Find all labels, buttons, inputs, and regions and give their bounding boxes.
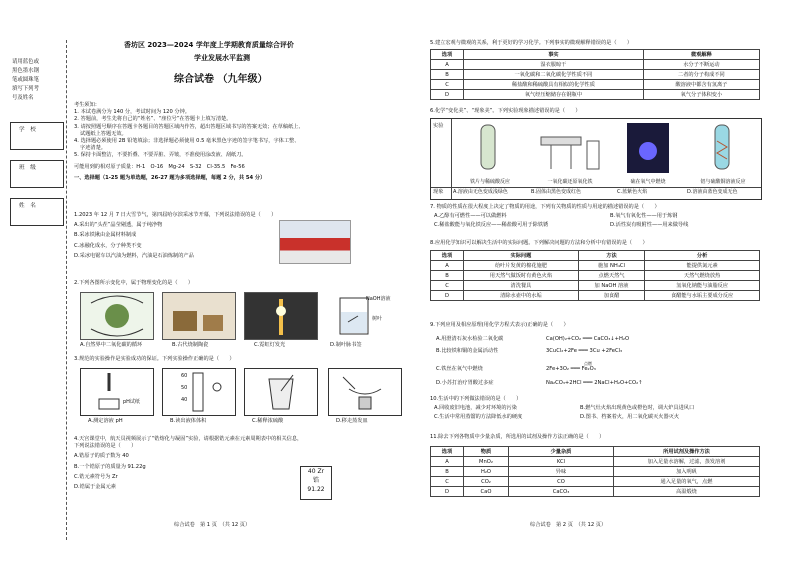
dropper-icon (81, 369, 153, 415)
question-7-stem: 7. 物质的性质在很大程度上决定了物质的用途，下列有关物质的性质与用途的描述错误的是（ ） (430, 204, 660, 210)
notice-line: 4. 选择题必须使用 2B 铅笔填涂；非选择题必须使用 0.5 毫米黑色字迹的签字笔书写，字体工整、 (74, 138, 300, 145)
table-cell: CO (509, 477, 614, 487)
table-cell: 氢氧化钠能与油脂反应 (645, 281, 760, 291)
table-cell: D (431, 90, 464, 100)
column-header: 选项 (431, 447, 464, 457)
evaporating-dish-image (328, 368, 402, 416)
question-6-stem: 6.化学“变化美”、“现象美”。下列实验现象描述错误的是（ ） (430, 108, 581, 114)
column-header: 实际问题 (464, 251, 579, 261)
table-cell: 给叶片发黄的棉花施肥 (464, 261, 579, 271)
question-1-option[interactable]: B.采冰铁锹由金属材料制成 (74, 232, 137, 239)
question-9-option[interactable]: A.用澄清石灰水检验二氧化碳 (436, 336, 504, 342)
burner-icon (329, 369, 401, 415)
class-field-label: 班 级 (19, 165, 36, 171)
question-2-labels (80, 342, 400, 350)
question-9-option[interactable]: B.比较铁和铜的金属活动性 (436, 348, 499, 354)
page-1-footer: 综合试卷 第 1 页 （共 12 页） (174, 522, 251, 528)
table-cell: D (431, 487, 464, 497)
table-cell: 一氧化碳和二氧化碳化学性质不同 (464, 70, 644, 80)
class-field[interactable] (10, 160, 64, 188)
header-title-2: 学业发展水平监测 (194, 54, 250, 62)
question-10-option[interactable]: D.图书、档案着火，用二氧化碳灭火器灭火 (580, 414, 680, 421)
question-3-images (80, 368, 400, 424)
column-header: 微观解释 (643, 50, 759, 60)
table-cell: C (431, 80, 464, 90)
ice-festival-photo (279, 220, 351, 264)
table-cell: 湿衣服晾干 (464, 60, 644, 70)
question-10-option[interactable]: C.生活中常用蒸馏的方法降低水的硬度 (434, 414, 523, 421)
question-1-option[interactable]: C.冰融化成水，分子种类不变 (74, 242, 142, 249)
notice-line: 2. 答题前，考生先将自己的“姓名”、“座位号”在答题卡上填写清楚。 (74, 116, 232, 123)
question-9-equation: Na₂CO₃+2HCl ═══ 2NaCl+H₂O+CO₂↑ (546, 380, 643, 386)
phenomenon-label: 现象 (433, 189, 444, 195)
question-5-table (430, 49, 760, 100)
leaf-label: 树叶 (372, 316, 383, 322)
question-9-stem: 9.下列应用及相应原理(用化学方程式表示)正确的是（ ） (430, 322, 569, 328)
table-row[interactable] (431, 90, 760, 100)
question-10 (430, 396, 760, 423)
question-4-option[interactable]: A.锆原子的质子数为 40 (74, 453, 129, 460)
table-cell: 清洗餐具 (464, 281, 579, 291)
question-11-stem: 11.除去下列各物质中少量杂质，所选用的试剂及操作方法正确的是（ ） (430, 434, 605, 440)
dilute-acid-image (244, 368, 318, 416)
question-1-option[interactable]: A.采出的“头茬”晶莹剔透，属于纯净物 (74, 222, 163, 229)
experiment-caption: 一氧化碳还原氧化铁 (547, 179, 593, 185)
notice-line: 字迹清楚。 (80, 145, 106, 152)
sidebar-instruction-line: 号及姓名 (12, 95, 34, 101)
table-row[interactable] (431, 281, 760, 291)
column-header: 所用试剂及操作方法 (614, 447, 760, 457)
table-cell: B (431, 271, 464, 281)
question-6-grid (430, 118, 762, 200)
experiment-caption: 硫在氧气中燃烧 (630, 179, 666, 185)
experiment-caption: 铝与硫酸铜溶液反应 (700, 179, 746, 185)
table-row[interactable] (431, 477, 760, 487)
question-9-options (436, 334, 760, 394)
table-header-row (431, 50, 760, 60)
table-cell: D (431, 291, 464, 301)
table-header-row (431, 251, 760, 261)
header-title-1: 香坊区 2023—2024 学年度上学期教育质量综合评价 (124, 41, 294, 49)
question-7-option[interactable]: D.活性炭有吸附性——用来做导线 (610, 222, 689, 229)
pottery-image (162, 292, 236, 340)
page-2 (430, 40, 760, 540)
question-7-option[interactable]: A.乙醇有可燃性——可以做燃料 (434, 213, 507, 220)
notice-line: 3. 请按照题号顺序在答题卡各题目的答题区域内作答，超出答题区域书写的答案无效；在草稿纸上、 (74, 123, 304, 130)
cell-atomic-number: 40 (307, 468, 316, 475)
question-4-option[interactable]: C.锆元素符号为 Zr (74, 473, 118, 480)
sidebar-instructions (12, 58, 56, 103)
table-row[interactable] (431, 70, 760, 80)
question-3-option[interactable]: A.测定溶液 pH (88, 418, 123, 424)
test-tube-icon (453, 121, 527, 175)
name-field[interactable] (10, 198, 64, 226)
copper-sulfate-tube-icon (687, 121, 759, 175)
experiment-label: 实验 (433, 123, 444, 129)
table-cell: 用天然气做饭时有黄色火焰 (464, 271, 579, 281)
notice-line: 1. 本试卷满分为 140 分，考试时间为 120 分钟。 (74, 109, 190, 116)
question-3-option[interactable]: D.移走蒸发皿 (336, 418, 368, 424)
sidebar-instruction-line: 笔或圆珠笔 (12, 77, 39, 83)
page-1 (74, 40, 404, 540)
atomic-mass-line: 可能用到的相对原子质量：H-1 O-16 Mg-24 S-32 Cl-35.5 Fe-56 (74, 163, 245, 170)
neon-light-image (244, 292, 318, 340)
question-7 (430, 204, 760, 231)
question-7-row (430, 222, 760, 231)
question-6-option[interactable]: C.蓝紫色火焰 (617, 189, 648, 195)
table-row[interactable] (431, 60, 760, 70)
scale-40: 40 (181, 397, 188, 403)
sulfur-flame-icon (613, 121, 683, 175)
column-header: 选项 (431, 251, 464, 261)
page-2-footer: 综合试卷 第 2 页 （共 12 页） (530, 522, 607, 528)
experiment-cell (613, 121, 683, 185)
sidebar-instruction-line: 请用蓝色或 (12, 59, 39, 65)
reaction-condition: 点燃 (584, 361, 592, 366)
table-cell: B (431, 70, 464, 80)
question-9-equation: 2Fe+3O₂ ═══ Fe₂O₃ (546, 366, 596, 372)
question-7-option[interactable]: C.稀盐酸能与氧化铁反应——稀盐酸可用于除铁锈 (434, 222, 549, 229)
table-cell: C (431, 281, 464, 291)
table-row[interactable] (431, 271, 760, 281)
table-cell: A (431, 261, 464, 271)
column-header: 选项 (431, 50, 464, 60)
question-10-option[interactable]: B.燃气灶火焰出现黄色或橙色时，调大炉具进风口 (580, 405, 695, 412)
column-header: 事实 (464, 50, 644, 60)
table-cell: 点燃天然气 (578, 271, 644, 281)
question-3-stem: 3.规范的实验操作是实验成功的保证。下列实验操作正确的是（ ） (74, 356, 235, 362)
question-6-option[interactable]: D.溶液由蓝色变成无色 (687, 189, 738, 195)
table-row[interactable] (431, 291, 760, 301)
kiln-icon (163, 293, 235, 339)
cell-element-name: 锆 (312, 477, 319, 484)
table-row[interactable] (431, 457, 760, 467)
table-cell: 二者的分子构成不同 (643, 70, 759, 80)
experiment-cell (453, 121, 527, 185)
question-2-option[interactable]: D.制叶脉书签 (330, 342, 362, 348)
reduction-apparatus-icon (531, 121, 609, 175)
column-header: 方法 (578, 251, 644, 261)
ph-paper-label: pH试纸 (123, 399, 140, 405)
table-row[interactable] (431, 261, 760, 271)
question-2-images (80, 292, 400, 342)
table-cell: A (431, 457, 464, 467)
tower-icon (245, 293, 317, 339)
header-title-3: 综合试卷 （九年级） (174, 74, 268, 85)
column-header: 物质 (464, 447, 509, 457)
question-2-stem: 2.下列各图所示变化中，属于物理变化的是（ ） (74, 280, 194, 286)
question-9-option[interactable]: D.小苏打治疗胃酸过多症 (436, 380, 494, 386)
notice-head: 考生须知： (74, 102, 100, 108)
table-cell: 加入明矾 (614, 467, 760, 477)
question-2-option[interactable]: C.霓虹灯发光 (254, 342, 286, 348)
section-one-heading: 一、选择题（1-25 题为单选题，26-27 题为多项选择题，每题 2 分，共 54 分） (74, 174, 266, 181)
question-2-option[interactable]: A.自然界中二氧化碳的循环 (80, 342, 143, 348)
experiment-cell (687, 121, 759, 185)
seal-line (66, 40, 67, 540)
table-cell: KCl (509, 457, 614, 467)
flask-icon (245, 369, 317, 415)
school-field[interactable] (10, 122, 64, 150)
table-cell: 水分子不断运动 (643, 60, 759, 70)
sidebar-instruction-line: 黑色墨水钢 (12, 68, 39, 74)
table-row[interactable] (431, 487, 760, 497)
carbon-cycle-icon (81, 293, 153, 339)
question-4-stem: 4.天宫课堂中，航天员视频展示了“锆熔化与凝固”实验，请根据锆元素在元素周期表中的相关信息， (74, 436, 303, 442)
question-3-option[interactable]: B.读出液体体积 (170, 418, 207, 424)
question-6-option[interactable]: B.固体由黑色变成红色 (531, 189, 582, 195)
column-header: 分析 (645, 251, 760, 261)
scale-60: 60 (181, 373, 188, 379)
table-cell: A (431, 60, 464, 70)
table-cell: 食醋能与水垢主要成分反应 (645, 291, 760, 301)
table-cell: 氧气分子体积变小 (643, 90, 759, 100)
table-cell: B (431, 467, 464, 477)
table-cell: 能提供氮元素 (645, 261, 760, 271)
question-9-equation: Ca(OH)₂+CO₂ ═══ CaCO₃↓+H₂O (546, 336, 630, 342)
question-10-stem: 10.生活中的下列做法错误的是（ ） (430, 396, 522, 402)
read-volume-image (162, 368, 236, 416)
question-1-stem: 1.2023 年 12 月 7 日大雪节气，第四届哈尔滨采冰节开幕，下列说法错误的是（ ） (74, 212, 277, 218)
question-8-table (430, 250, 760, 301)
table-cell: 天然气燃烧放热 (645, 271, 760, 281)
question-10-row (430, 405, 760, 414)
experiment-cell (531, 121, 609, 185)
cylinder-icon (163, 369, 235, 415)
table-cell: C (431, 477, 464, 487)
notice-block (74, 102, 404, 182)
question-4-stem: 下列说法错误的是（ ） (74, 443, 137, 450)
carbon-cycle-image (80, 292, 154, 340)
question-1 (74, 212, 404, 260)
question-4 (74, 436, 404, 491)
table-cell: 加入足量水溶解，过滤，蒸发溶剂 (614, 457, 760, 467)
table-cell: 异味 (509, 467, 614, 477)
table-cell: 通入足量的氧气，点燃 (614, 477, 760, 487)
column-header: 少量杂质 (509, 447, 614, 457)
table-cell: 清除水壶中的水垢 (464, 291, 579, 301)
notice-line: 5. 保持卡面整洁，不要折叠、不要弄脏、弄皱，不准使用涂改液、刮纸刀。 (74, 152, 247, 159)
col-divider (451, 119, 452, 199)
table-cell: 氧气经压缩储存在钢瓶中 (464, 90, 644, 100)
question-10-option[interactable]: A.回收废旧电池，减少对环境的污染 (434, 405, 517, 412)
name-field-label: 姓 名 (19, 203, 36, 209)
table-cell: 高温煅烧 (614, 487, 760, 497)
question-10-row (430, 414, 760, 423)
question-1-option[interactable]: D.采冰电锯车以汽油为燃料，汽油是石油炼制的产品 (74, 252, 194, 259)
experiment-caption: 铁片与稀硫酸反应 (469, 179, 510, 185)
question-6-option[interactable]: A.溶液由无色变成浅绿色 (453, 189, 508, 195)
sidebar-instruction-line: 填写下列考 (12, 86, 39, 92)
table-cell: CO₂ (464, 477, 509, 487)
question-9-equation: 3CuCl₂+2Fe ═══ 3Cu +2FeCl₃ (546, 348, 623, 354)
periodic-cell (300, 466, 332, 500)
question-4-option[interactable]: B.一个锆原子的质量为 91.22g (74, 463, 146, 470)
table-cell: H₂O (464, 467, 509, 477)
table-cell: 施加 NH₄Cl (578, 261, 644, 271)
question-5-stem: 5.建立宏观与微观的关系，利于更好的学习化学。下列事实的微观解释错误的是（ ） (430, 40, 633, 46)
leaf-bookmark-image (328, 292, 400, 338)
question-3-option[interactable]: C.稀释浓硫酸 (252, 418, 284, 424)
question-9-option[interactable]: C.铁丝在氧气中燃烧 (436, 366, 483, 372)
question-8-stem: 8.应用化学知识可以解决生活中的实际问题。下列解决问题的方法和分析中有错误的是（ ） (430, 240, 648, 246)
question-7-row (430, 213, 760, 222)
cell-symbol: Zr (317, 468, 325, 475)
table-cell: 加 NaOH 溶液 (578, 281, 644, 291)
table-cell: MnO₂ (464, 457, 509, 467)
question-7-option[interactable]: B.氧气有氧化性——用于炼钢 (610, 213, 678, 220)
school-field-label: 学 校 (19, 127, 36, 133)
row-divider (431, 187, 761, 188)
table-cell: CaO (464, 487, 509, 497)
question-4-option[interactable]: D.锆属于金属元素 (74, 484, 116, 491)
question-11-table (430, 446, 760, 497)
table-cell: 加食醋 (578, 291, 644, 301)
scale-50: 50 (181, 385, 188, 391)
question-3-labels (80, 418, 400, 426)
question-2-option[interactable]: B.古代烧制陶瓷 (172, 342, 209, 348)
table-cell: CaCO₃ (509, 487, 614, 497)
table-header-row (431, 447, 760, 457)
table-cell: 稀盐酸和稀硫酸具有相似的化学性质 (464, 80, 644, 90)
table-cell: 酸溶液中都含有氢离子 (643, 80, 759, 90)
cell-atomic-mass: 91.22 (307, 486, 325, 493)
table-row[interactable] (431, 80, 760, 90)
ph-test-image (80, 368, 154, 416)
naoh-label: NaOH溶液 (366, 296, 391, 302)
notice-line: 试题纸上答题无效。 (80, 130, 127, 137)
table-row[interactable] (431, 467, 760, 477)
